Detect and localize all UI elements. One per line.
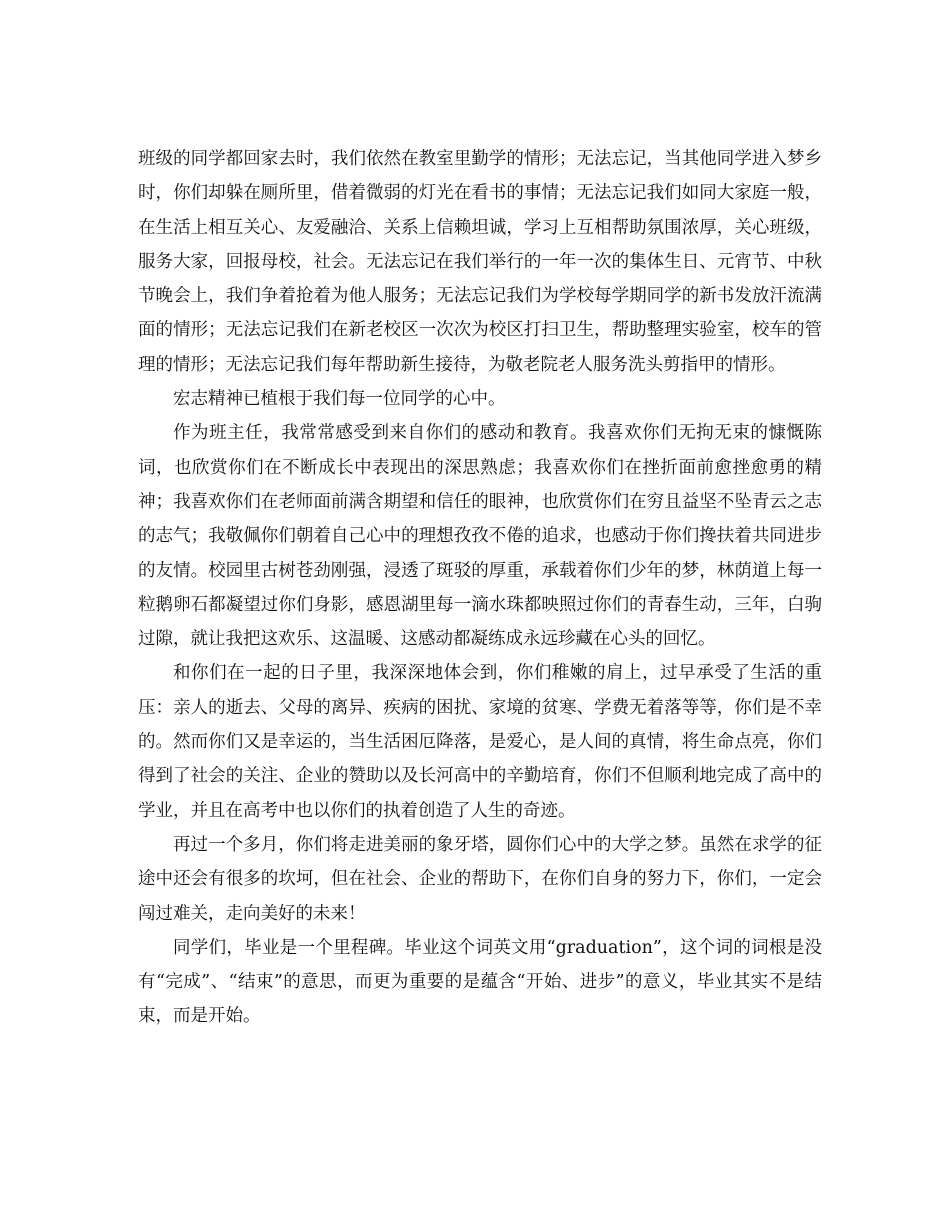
paragraph-teacher-feelings: 作为班主任，我常常感受到来自你们的感动和教育。我喜欢你们无拘无束的慷慨陈词，也欣赏你们在不断成长中表现出的深思熟虑；我喜欢你们在挫折面前愈挫愈勇的精神；我喜欢你们在老师面前满含期望和信任的眼神，也欣赏你们在穷且益坚不坠青云之志的志气；我敬佩你们朝着自己心中的理想孜孜不倦的追求，也感动于你们搀扶着共同进步的友情。校园里古树苍劲刚强，浸透了斑驳的厚重，承载着你们少年的梦，林荫道上每一粒鹅卵石都凝望过你们身影，感恩湖里每一滴水珠都映照过你们的青春生动，三年，白驹过隙，就让我把这欢乐、这温暖、这感动都凝练成永远珍藏在心头的回忆。 <box>138 423 822 650</box>
paragraph-memories: 班级的同学都回家去时，我们依然在教室里勤学的情形；无法忘记，当其他同学进入梦乡时，你们却躲在厕所里，借着微弱的灯光在看书的事情；无法忘记我们如同大家庭一般，在生活上相互关心、友爱融洽、关系上信赖坦诚，学习上互相帮助氛围浓厚，关心班级，服务大家，回报母校，社会。无法忘记在我们举行的一年一次的集体生日、元宵节、中秋节晚会上，我们争着抢着为他人服务；无法忘记我们为学校每学期同学的新书发放汗流满面的情形；无法忘记我们在新老校区一次次为校区打扫卫生，帮助整理实验室，校车的管理的情形；无法忘记我们每年帮助新生接待，为敬老院老人服务洗头剪指甲的情形。 <box>138 149 822 375</box>
paragraph-future: 再过一个多月，你们将走进美丽的象牙塔，圆你们心中的大学之梦。虽然在求学的征途中还会有很多的坎坷，但在社会、企业的帮助下，在你们自身的努力下，你们，一定会闯过难关，走向美好的未来！ <box>138 834 822 924</box>
document-page <box>138 142 822 1034</box>
paragraph-spirit: 宏志精神已植根于我们每一位同学的心中。 <box>173 389 506 410</box>
paragraph-hardships: 和你们在一起的日子里，我深深地体会到，你们稚嫩的肩上，过早承受了生活的重压：亲人的逝去、父母的离异、疾病的困扰、家境的贫寒、学费无着落等等，你们是不幸的。然而你们又是幸运的，当生活困厄降落，是爱心，是人间的真情，将生命点亮，你们得到了社会的关注、企业的赞助以及长河高中的辛勤培育，你们不但顺利地完成了高中的学业，并且在高考中也以你们的执着创造了人生的奇迹。 <box>138 663 822 821</box>
paragraph-graduation: 同学们，毕业是一个里程碑。毕业这个词英文用“graduation”，这个词的词根是没有“完成”、“结束”的意思，而更为重要的是蕴含“开始、进步”的意义，毕业其实不是结束，而是开始。 <box>138 937 822 1027</box>
